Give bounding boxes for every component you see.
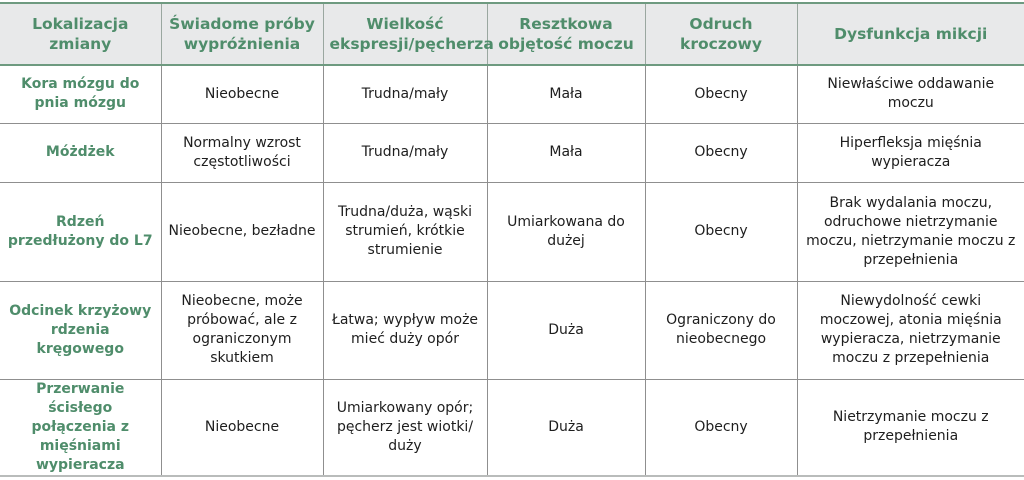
cell-dysfunction: Hiperfleksja mięśnia wypieracza xyxy=(797,123,1024,182)
header-perineal-reflex: Odruch kroczowy xyxy=(645,3,797,65)
cell-dysfunction: Brak wydalania moczu, odruchowe nietrzymanie moczu, nietrzymanie moczu z przepełnienia xyxy=(797,182,1024,281)
cell-perineal-reflex: Obecny xyxy=(645,123,797,182)
table-row xyxy=(0,281,1024,379)
cell-perineal-reflex: Obecny xyxy=(645,379,797,476)
cell-location: Kora mózgu do pnia mózgu xyxy=(0,65,161,123)
cell-perineal-reflex: Ograniczony do nieobecnego xyxy=(645,281,797,379)
table-row xyxy=(0,379,1024,476)
cell-location: Odcinek krzyżowy rdzenia kręgowego xyxy=(0,281,161,379)
header-micturition-dysfunction: Dysfunkcja mikcji xyxy=(797,3,1024,65)
cell-expression-size: Trudna/mały xyxy=(323,123,487,182)
cell-dysfunction: Niewłaściwe oddawanie moczu xyxy=(797,65,1024,123)
cell-perineal-reflex: Obecny xyxy=(645,182,797,281)
header-row xyxy=(0,3,1024,65)
cell-residual-volume: Mała xyxy=(487,65,645,123)
cell-voluntary-attempts: Normalny wzrost częstotliwości xyxy=(161,123,323,182)
cell-voluntary-attempts: Nieobecne, bezładne xyxy=(161,182,323,281)
cell-expression-size: Umiarkowany opór; pęcherz jest wiotki/ duży xyxy=(323,379,487,476)
cell-residual-volume: Mała xyxy=(487,123,645,182)
cell-voluntary-attempts: Nieobecne xyxy=(161,379,323,476)
table-row xyxy=(0,182,1024,281)
cell-location: Rdzeń przedłużony do L7 xyxy=(0,182,161,281)
header-voluntary-attempts: Świadome próby wypróżnienia xyxy=(161,3,323,65)
cell-location: Móżdżek xyxy=(0,123,161,182)
cell-expression-size: Trudna/duża, wąski strumień, krótkie strumienie xyxy=(323,182,487,281)
cell-dysfunction: Niewydolność cewki moczowej, atonia mięśnia wypieracza, nietrzymanie moczu z przepełnienia xyxy=(797,281,1024,379)
cell-residual-volume: Duża xyxy=(487,379,645,476)
cell-residual-volume: Duża xyxy=(487,281,645,379)
cell-dysfunction: Nietrzymanie moczu z przepełnienia xyxy=(797,379,1024,476)
cell-residual-volume: Umiarkowana do dużej xyxy=(487,182,645,281)
table-row xyxy=(0,65,1024,123)
cell-expression-size: Łatwa; wypływ może mieć duży opór xyxy=(323,281,487,379)
cell-perineal-reflex: Obecny xyxy=(645,65,797,123)
header-residual-volume: Resztkowa objętość moczu xyxy=(487,3,645,65)
header-expression-bladder-size: Wielkość ekspresji/pęcherza xyxy=(323,3,487,65)
cell-expression-size: Trudna/mały xyxy=(323,65,487,123)
cell-voluntary-attempts: Nieobecne xyxy=(161,65,323,123)
cell-voluntary-attempts: Nieobecne, może próbować, ale z ograniczonym skutkiem xyxy=(161,281,323,379)
cell-location: Przerwanie ścisłego połączenia z mięśniami wypieracza xyxy=(0,379,161,476)
micturition-dysfunction-table xyxy=(0,2,1024,477)
table-row xyxy=(0,123,1024,182)
header-lesion-location: Lokalizacja zmiany xyxy=(0,3,161,65)
